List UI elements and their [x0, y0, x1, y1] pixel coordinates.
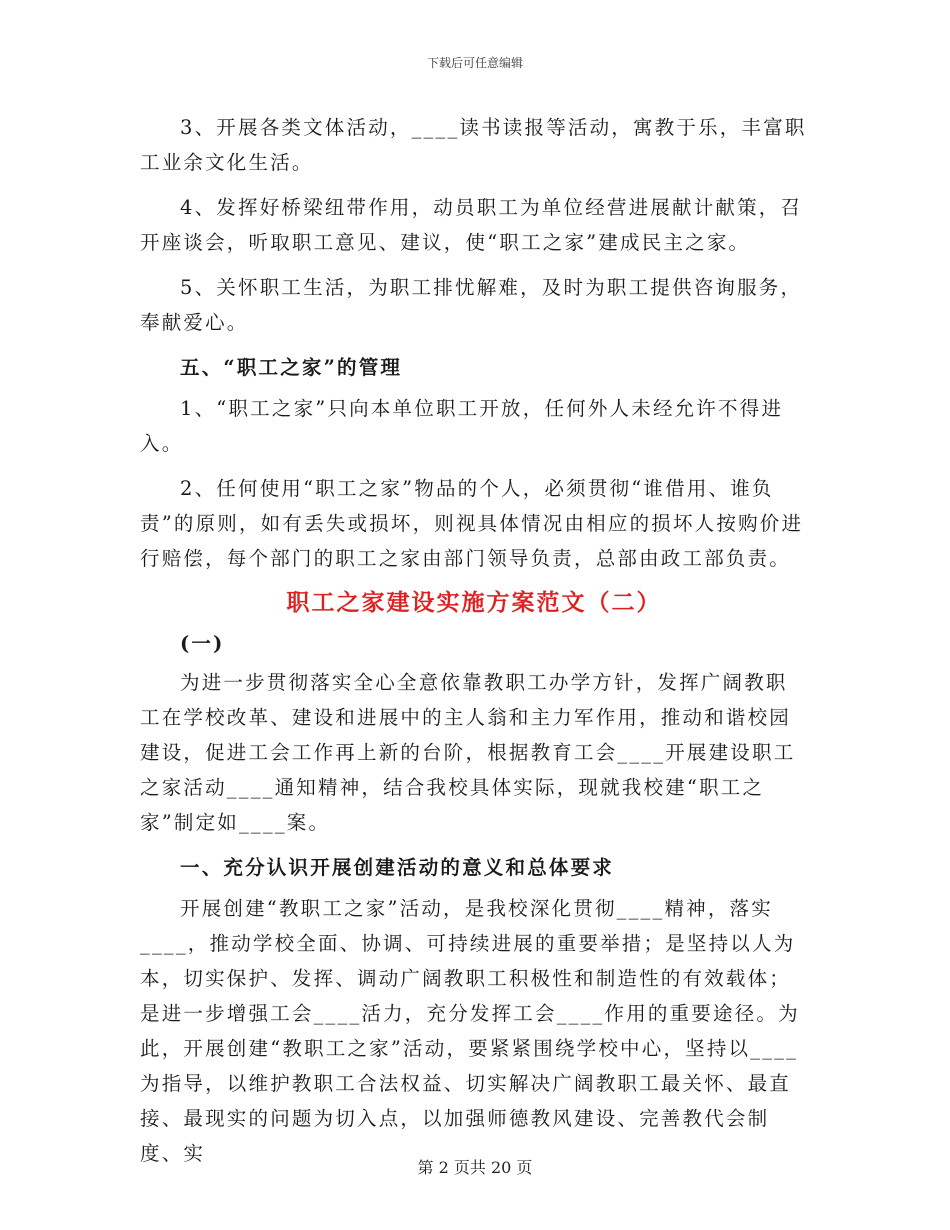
paragraph-item-3: 3、开展各类文体活动，____读书读报等活动，寓教于乐，丰富职工业余文化生活。	[140, 116, 807, 174]
section-heading-management: 五、“职工之家”的管理	[180, 356, 403, 379]
page-footer-number: 第 2 页共 20 页	[417, 1158, 533, 1177]
document-body	[140, 110, 808, 1171]
subsection-label: (一)	[180, 632, 225, 655]
paragraph-management-2: 2、任何使用“职工之家”物品的个人，必须贯彻“谁借用、谁负责”的原则，如有丢失或损坏，则视具体情况由相应的损坏人按购价进行赔偿，每个部门的职工之家由部门领导负责，总部由政工部负责。	[140, 477, 804, 570]
paragraph-intro: 为进一步贯彻落实全心全意依靠教职工办学方针，发挥广阔教职工在学校改革、建设和进展中的主人翁和主力军作用，推动和谐校园建设，促进工会工作再上新的台阶，根据教育工会____开展建设职工之家活动____通知精神，结合我校具体实际，现就我校建“职工之家”制定如____案。	[140, 671, 796, 834]
section-heading-significance: 一、充分认识开展创建活动的意义和总体要求	[180, 856, 615, 879]
paragraph-significance: 开展创建“教职工之家”活动，是我校深化贯彻____精神，落实____，推动学校全面、协调、可持续进展的重要举措；是坚持以人为本，切实保护、发挥、调动广阔教职工积极性和制造性的有效载体；是进一步增强工会____活力，充分发挥工会____作用的重要途径。为此，开展创建“教职工之家”活动，要紧紧围绕学校中心，坚持以____为指导，以维护教职工合法权益、切实解决广阔教职工最关怀、最直接、最现实的问题为切入点，以加强师德教风建设、完善教代会制度、实	[140, 897, 800, 1165]
document-title: 职工之家建设实施方案范文（二）	[286, 589, 662, 616]
page-header-note: 下载后可任意编辑	[426, 56, 523, 70]
paragraph-item-5: 5、关怀职工生活，为职工排忧解难，及时为职工提供咨询服务，奉献爱心。	[140, 276, 803, 334]
paragraph-item-4: 4、发挥好桥梁纽带作用，动员职工为单位经营进展献计献策，召开座谈会，听取职工意见、建议，使“职工之家”建成民主之家。	[140, 196, 803, 254]
paragraph-management-1: 1、“职工之家”只向本单位职工开放，任何外人未经允许不得进入。	[140, 397, 784, 455]
